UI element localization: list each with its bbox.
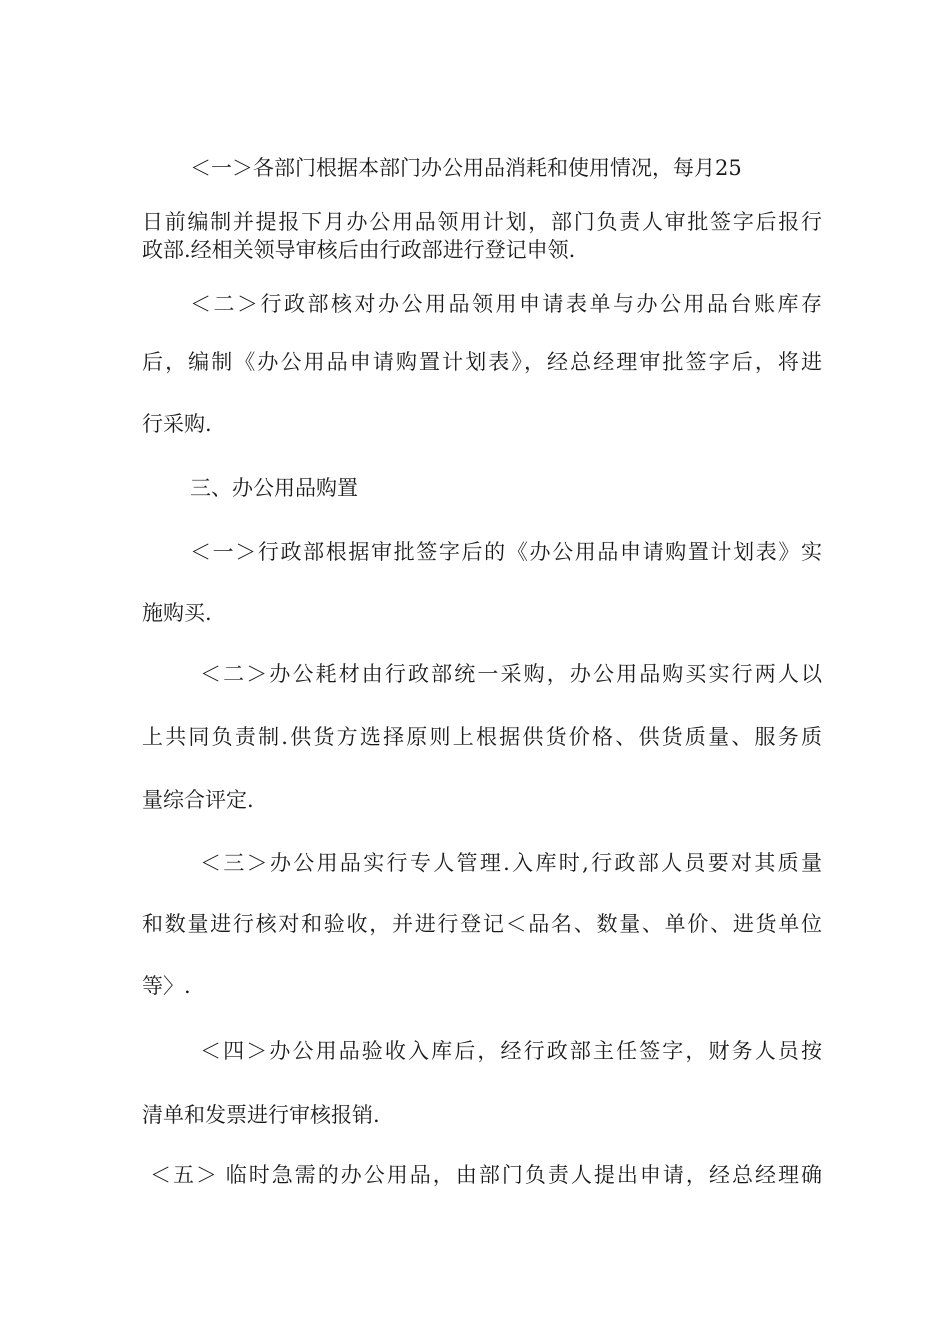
- text-line: 后，编制《办公用品申请购置计划表》，经总经理审批签字后，将进: [142, 350, 822, 374]
- text-line: 行采购.: [142, 412, 212, 436]
- text-line: 上共同负责制.供货方选择原则上根据供货价格、供货质量、服务质: [142, 725, 822, 749]
- text-line: ＜三＞办公用品实行专人管理.入库时,行政部人员要对其质量: [200, 851, 822, 875]
- text-line: ＜五＞ 临时急需的办公用品，由部门负责人提出申请，经总经理确: [150, 1163, 822, 1187]
- text-line: ＜二＞行政部核对办公用品领用申请表单与办公用品台账库存: [190, 292, 822, 316]
- text-line: ＜二＞办公耗材由行政部统一采购，办公用品购买实行两人以: [200, 662, 822, 686]
- text-line: 和数量进行核对和验收，并进行登记＜品名、数量、单价、进货单位: [142, 912, 822, 936]
- text-line: 施购买.: [142, 601, 212, 625]
- text-line: 等〉.: [142, 974, 191, 998]
- text-line: ＜一＞行政部根据审批签字后的《办公用品申请购置计划表》实: [190, 540, 822, 564]
- text-line: 日前编制并提报下月办公用品领用计划，部门负责人审批签字后报行: [142, 210, 822, 234]
- text-line: 政部.经相关领导审核后由行政部进行登记申领.: [142, 238, 576, 262]
- text-line: 量综合评定.: [142, 788, 254, 812]
- text-line: ＜一＞各部门根据本部门办公用品消耗和使用情况，每月25: [190, 156, 742, 180]
- text-line: ＜四＞办公用品验收入库后，经行政部主任签字，财务人员按: [200, 1039, 822, 1063]
- text-line: 清单和发票进行审核报销.: [142, 1103, 380, 1127]
- section-heading: 三、办公用品购置: [190, 476, 358, 500]
